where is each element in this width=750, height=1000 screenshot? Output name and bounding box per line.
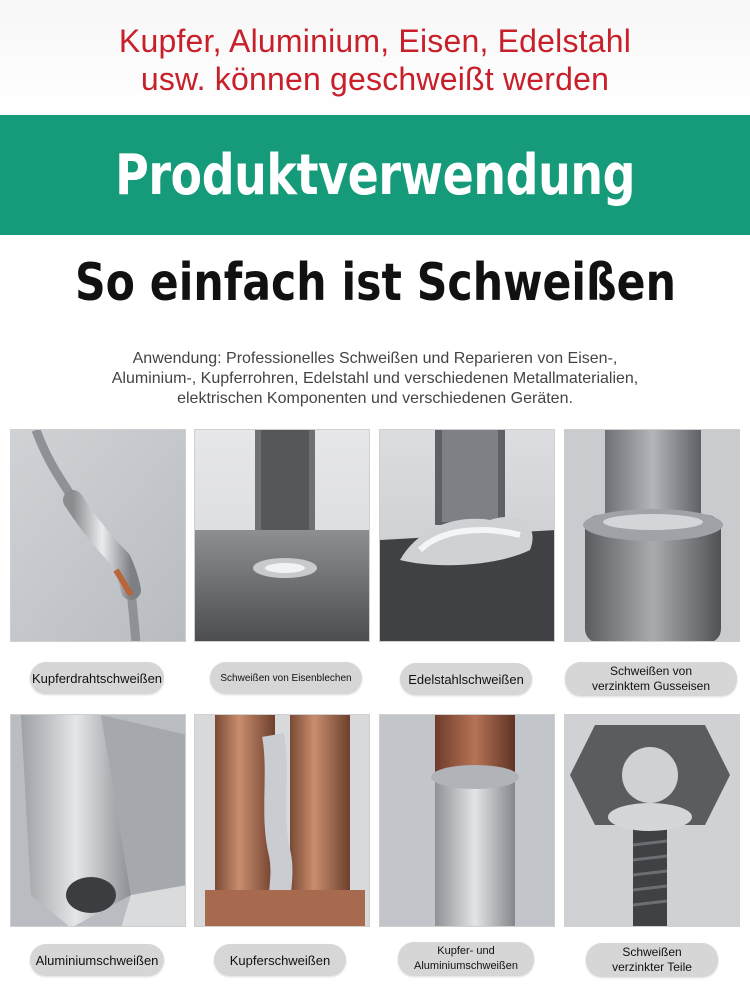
label-copper-wire-text: Kupferdrahtschweißen [31,670,163,686]
header-line-2: usw. können geschweißt werden [140,61,610,97]
label-copper-text: Kupferschweißen [229,952,331,968]
label-iron-sheet-text: Schweißen von Eisenblechen [220,672,352,684]
label-galvanized-parts-line-2: verzinkter Teile [612,960,692,974]
label-copper-aluminium-line-2: Aluminiumschweißen [414,960,518,972]
copper-pipe-weld-photo [194,714,370,927]
description [60,349,690,409]
section-band [0,115,750,235]
headline-text: So einfach ist Schweißen [74,253,676,313]
label-copper-wire [30,662,164,694]
galvanized-bolt-weld-photo [564,714,740,927]
label-copper-aluminium-line-1: Kupfer- und [437,945,495,957]
copper-wire-weld-photo [10,429,186,642]
label-iron-sheet [210,662,362,694]
header-area [0,0,750,115]
description-line-1: Anwendung: Professionelles Schweißen und Reparieren von Eisen-, [132,350,618,367]
copper-aluminium-weld-photo [379,714,555,927]
aluminium-weld-photo [10,714,186,927]
galvanized-cast-iron-weld-photo [564,429,740,642]
label-galvanized-cast-iron-line-2: verzinktem Gusseisen [591,679,711,693]
label-copper [214,944,346,976]
description-line-3: elektrischen Komponenten und verschiedenen Geräten. [177,390,573,407]
description-line-2: Aluminium-, Kupferrohren, Edelstahl und verschiedenen Metallmaterialien, [111,370,639,387]
label-aluminium [30,944,164,976]
headline [0,248,750,318]
label-stainless-steel [400,663,532,695]
header-line-1: Kupfer, Aluminium, Eisen, Edelstahl [118,23,632,59]
label-galvanized-parts [586,943,718,977]
iron-sheet-weld-photo [194,429,370,642]
label-galvanized-parts-line-1: Schweißen [622,945,682,959]
label-stainless-steel-text: Edelstahlschweißen [408,671,524,687]
label-aluminium-text: Aluminiumschweißen [35,952,159,968]
label-galvanized-cast-iron-line-1: Schweißen von [609,664,693,678]
section-title: Produktverwendung [114,142,636,208]
label-copper-aluminium [398,942,534,976]
stainless-steel-weld-photo [379,429,555,642]
label-galvanized-cast-iron [565,662,737,696]
